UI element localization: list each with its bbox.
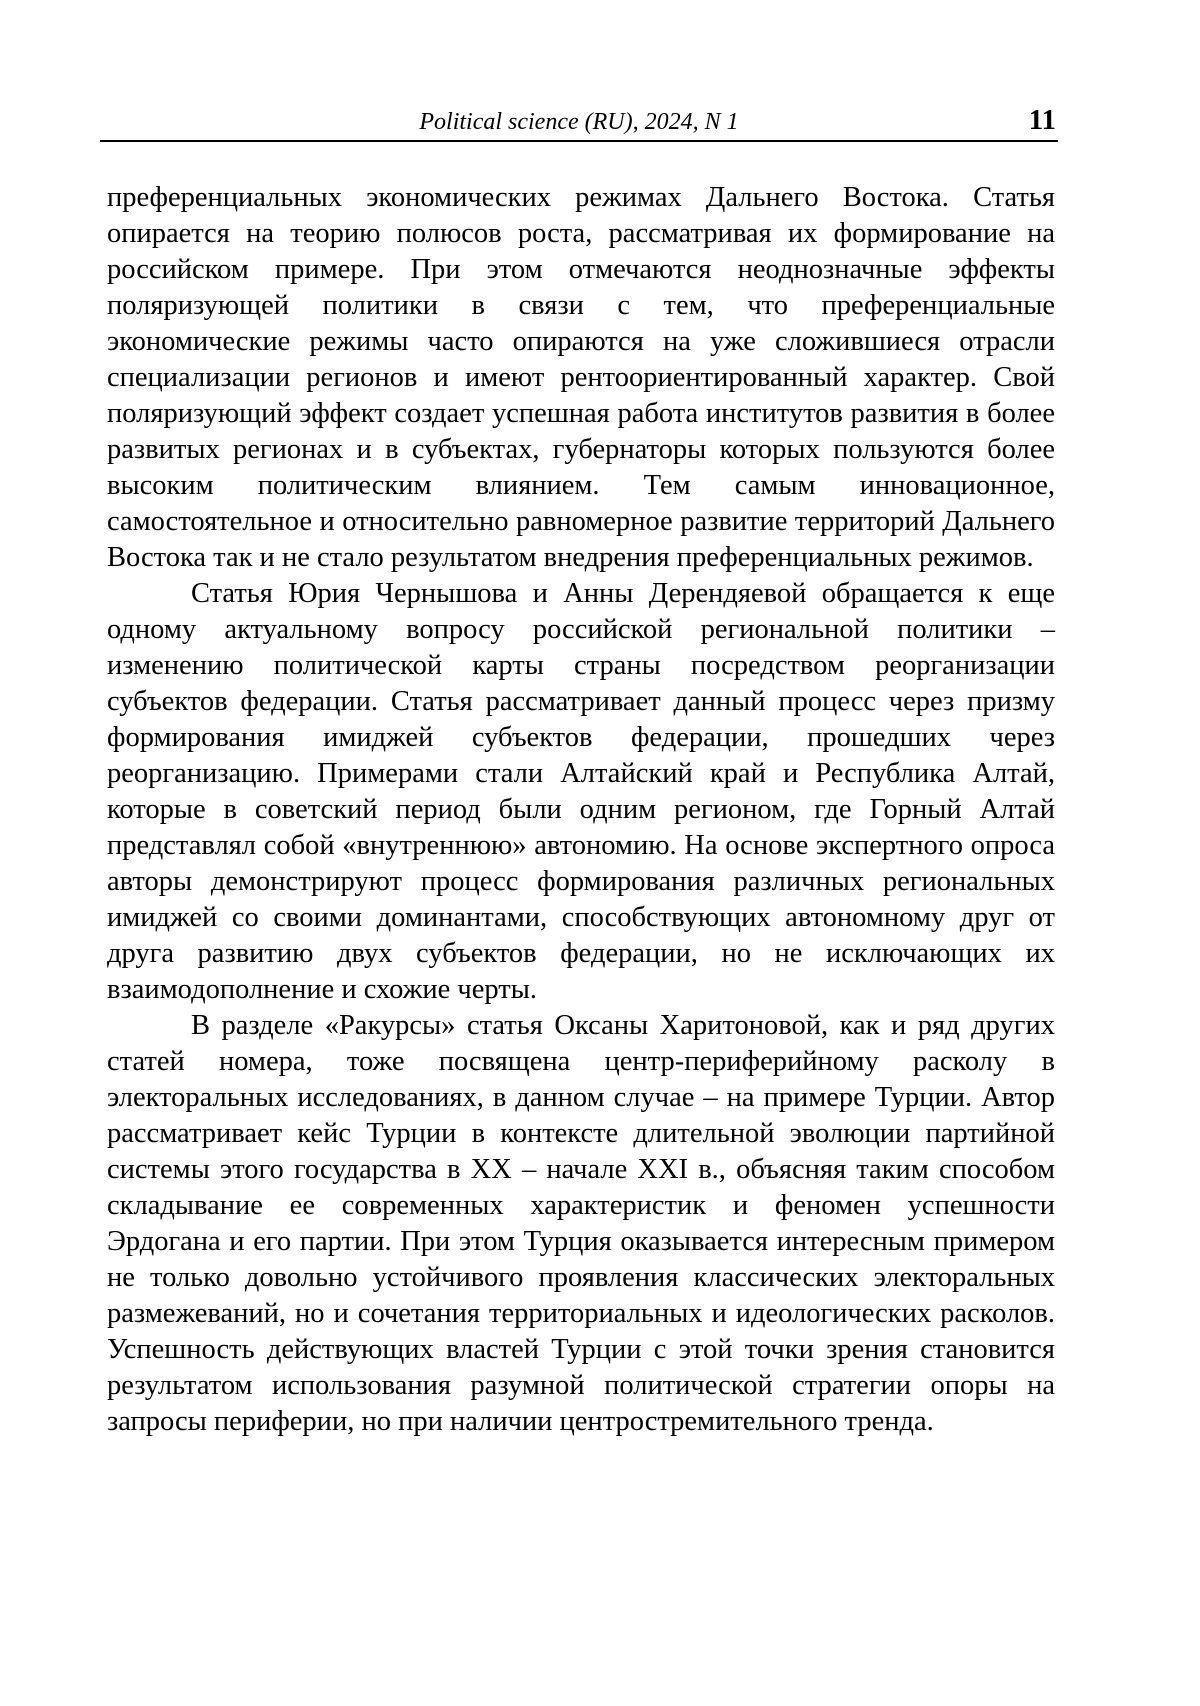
- article-body: [107, 180, 1055, 1440]
- paragraph-1: преференциальных экономических режимах Дальнего Востока. Статья опирается на теорию полюсов роста, рассматривая их формирование на российском примере. При этом отмечаются неоднозначные эффекты поляризующей политики в связи с тем, что преференциальные экономические режимы часто опираются на уже сложившиеся отрасли специализации регионов и имеют рентоориентированный характер. Свой поляризующий эффект создает успешная работа институтов развития в более развитых регионах и в субъектах, губернаторы которых пользуются более высоким политическим влиянием. Тем самым инновационное, самостоятельное и относительно равномерное развитие территорий Дальнего Востока так и не стало результатом внедрения преференциальных режимов.: [107, 180, 1055, 576]
- paragraph-2: Статья Юрия Чернышова и Анны Дерендяевой обращается к еще одному актуальному вопросу российской региональной политики – изменению политической карты страны посредством реорганизации субъектов федерации. Статья рассматривает данный процесс через призму формирования имиджей субъектов федерации, прошедших через реорганизацию. Примерами стали Алтайский край и Республика Алтай, которые в советский период были одним регионом, где Горный Алтай представлял собой «внутреннюю» автономию. На основе экспертного опроса авторы демонстрируют процесс формирования различных региональных имиджей со своими доминантами, способствующих автономному друг от друга развитию двух субъектов федерации, но не исключающих их взаимодополнение и схожие черты.: [107, 576, 1055, 1008]
- journal-title: Political science (RU), 2024, N 1: [100, 108, 1058, 136]
- paragraph-3: В разделе «Ракурсы» статья Оксаны Харитоновой, как и ряд других статей номера, тоже посвящена центр-периферийному расколу в электоральных исследованиях, в данном случае – на примере Турции. Автор рассматривает кейс Турции в контексте длительной эволюции партийной системы этого государства в XX – начале XXI в., объясняя таким способом складывание ее современных характеристик и феномен успешности Эрдогана и его партии. При этом Турция оказывается интересным примером не только довольно устойчивого проявления классических электоральных размежеваний, но и сочетания территориальных и идеологических расколов. Успешность действующих властей Турции с этой точки зрения становится результатом использования разумной политической стратегии опоры на запросы периферии, но при наличии центростремительного тренда.: [107, 1008, 1055, 1440]
- page-number: 11: [1029, 104, 1056, 136]
- running-header: [100, 104, 1058, 142]
